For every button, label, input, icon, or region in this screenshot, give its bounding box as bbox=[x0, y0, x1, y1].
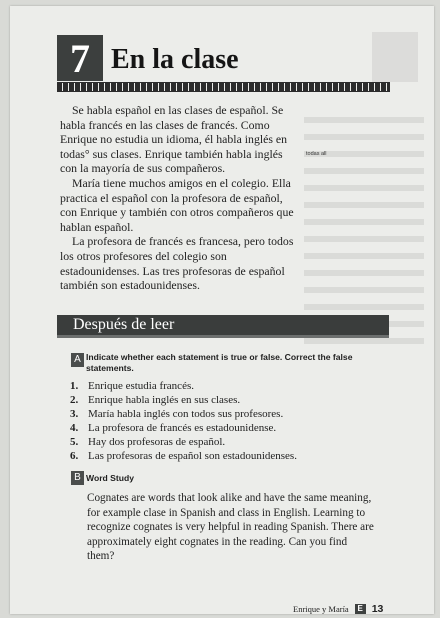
item-number: 5. bbox=[70, 436, 79, 448]
item-number: 2. bbox=[70, 394, 79, 406]
activity-a-instructions: Indicate whether each statement is true or false. Correct the false statements. bbox=[86, 352, 353, 373]
item-number: 6. bbox=[70, 450, 79, 462]
reading-text bbox=[60, 103, 300, 293]
item-number: 3. bbox=[70, 408, 79, 420]
activity-b-text: Cognates are words that look alike and have the same meaning, for example clase in Spanish and class in English. Learning to recognize cognates is very helpful in reading Spanish. There are approximately eight cognates in the reading. Can you find them? bbox=[87, 492, 374, 563]
list-item bbox=[70, 393, 297, 407]
book-icon: E bbox=[355, 604, 366, 614]
bleed-chapter-number bbox=[372, 32, 418, 82]
section-title: Después de leer bbox=[73, 316, 175, 333]
item-text: Enrique estudia francés. bbox=[88, 380, 194, 392]
margin-gloss: todas all bbox=[306, 151, 327, 157]
reading-paragraph: Se habla español en las clases de español. Se habla francés en las clases de francés. Como Enrique no estudia un idioma, él habla inglés en todas° sus clases. Enrique también habla inglés con la mayoría de sus compañeros. bbox=[60, 103, 288, 176]
activity-a-badge: A bbox=[71, 353, 84, 367]
item-text: María habla inglés con todos sus profesores. bbox=[88, 408, 284, 420]
page-footer bbox=[293, 602, 383, 616]
reading-paragraph: María tiene muchos amigos en el colegio. Ella practica el español con la profesora de español, con Enrique y también con otros compañeros que hablan español. bbox=[60, 175, 294, 234]
decorative-rule bbox=[57, 82, 390, 92]
list-item bbox=[70, 407, 297, 421]
list-item bbox=[70, 435, 297, 449]
list-item bbox=[70, 449, 297, 463]
item-text: Las profesoras de español son estadounidenses. bbox=[88, 450, 297, 462]
section-banner bbox=[57, 315, 389, 338]
list-item bbox=[70, 421, 297, 435]
book-page bbox=[10, 6, 434, 614]
chapter-number: 7 bbox=[57, 35, 103, 81]
item-number: 1. bbox=[70, 380, 79, 392]
reading-paragraph: La profesora de francés es francesa, pero todos los otros profesores del colegio son estadounidenses. Las tres profesoras de español también son estadounidenses. bbox=[60, 234, 294, 293]
item-number: 4. bbox=[70, 422, 79, 434]
chapter-title: En la clase bbox=[111, 44, 239, 75]
item-text: Enrique habla inglés en sus clases. bbox=[88, 394, 241, 406]
item-text: Hay dos profesoras de español. bbox=[88, 436, 226, 448]
list-item bbox=[70, 379, 297, 393]
statement-list bbox=[70, 379, 297, 463]
activity-b-title: Word Study bbox=[86, 473, 135, 483]
item-text: La profesora de francés es estadounidense. bbox=[88, 422, 277, 434]
activity-b-badge: B bbox=[71, 471, 84, 485]
footer-text: Enrique y María bbox=[293, 604, 349, 614]
page-number: 13 bbox=[371, 603, 384, 615]
